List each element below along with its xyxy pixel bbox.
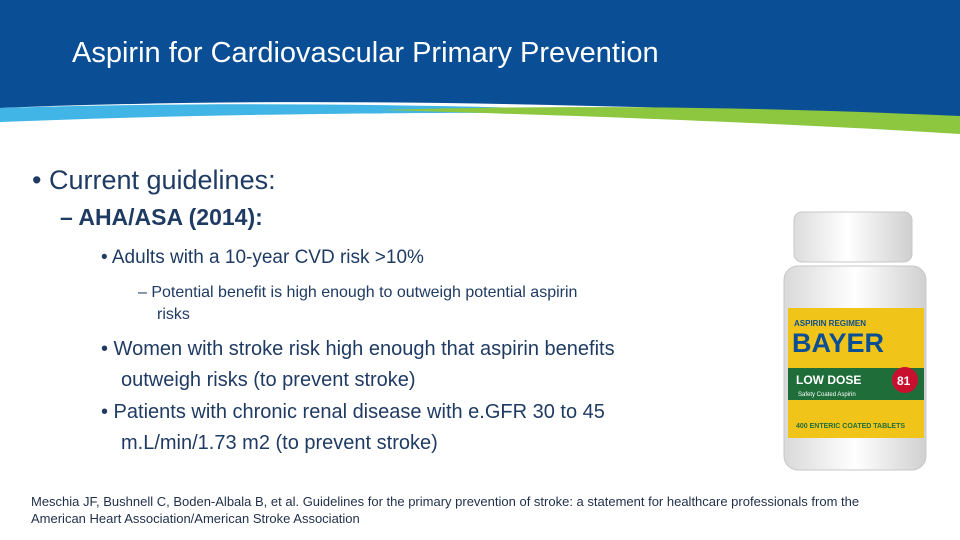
bullet-women-line2: outweigh risks (to prevent stroke) — [121, 369, 416, 391]
bottle-brand: BAYER — [792, 328, 885, 358]
citation-line2: American Heart Association/American Stroke Association — [31, 511, 360, 526]
bullet-adults-cvd-risk: • Adults with a 10-year CVD risk >10% — [101, 247, 424, 268]
bottle-count: 400 ENTERIC COATED TABLETS — [796, 423, 906, 430]
bullet-potential-benefit-line1: – Potential benefit is high enough to outweigh potential aspirin — [138, 284, 578, 301]
bottle-dose: 81 — [897, 374, 911, 388]
bullet-renal-line2: m.L/min/1.73 m2 (to prevent stroke) — [121, 432, 438, 454]
bullet-women-line1: • Women with stroke risk high enough that aspirin benefits — [101, 338, 615, 360]
citation-line1: Meschia JF, Bushnell C, Boden-Albala B, et al. Guidelines for the primary prevention of stroke: a statement for healthcare professionals from the — [31, 494, 860, 509]
bullet-current-guidelines: • Current guidelines: — [32, 165, 276, 195]
aspirin-bottle-image — [780, 208, 930, 473]
bottle-brand-top: ASPIRIN REGIMEN — [794, 319, 867, 328]
bullet-potential-benefit-line2: risks — [157, 306, 190, 323]
bottle-strip: LOW DOSE — [796, 373, 862, 387]
bullet-renal-line1: • Patients with chronic renal disease with e.GFR 30 to 45 — [101, 401, 605, 423]
bullet-women-stroke-risk — [101, 334, 615, 396]
citation — [31, 493, 936, 527]
bullet-aha-asa: – AHA/ASA (2014): — [60, 204, 263, 230]
bottle-strip-sub: Safety Coated Aspirin — [798, 392, 856, 398]
bullet-renal-disease — [101, 397, 605, 459]
bullet-potential-benefit — [138, 282, 577, 326]
slide-title: Aspirin for Cardiovascular Primary Prevention — [72, 37, 659, 69]
